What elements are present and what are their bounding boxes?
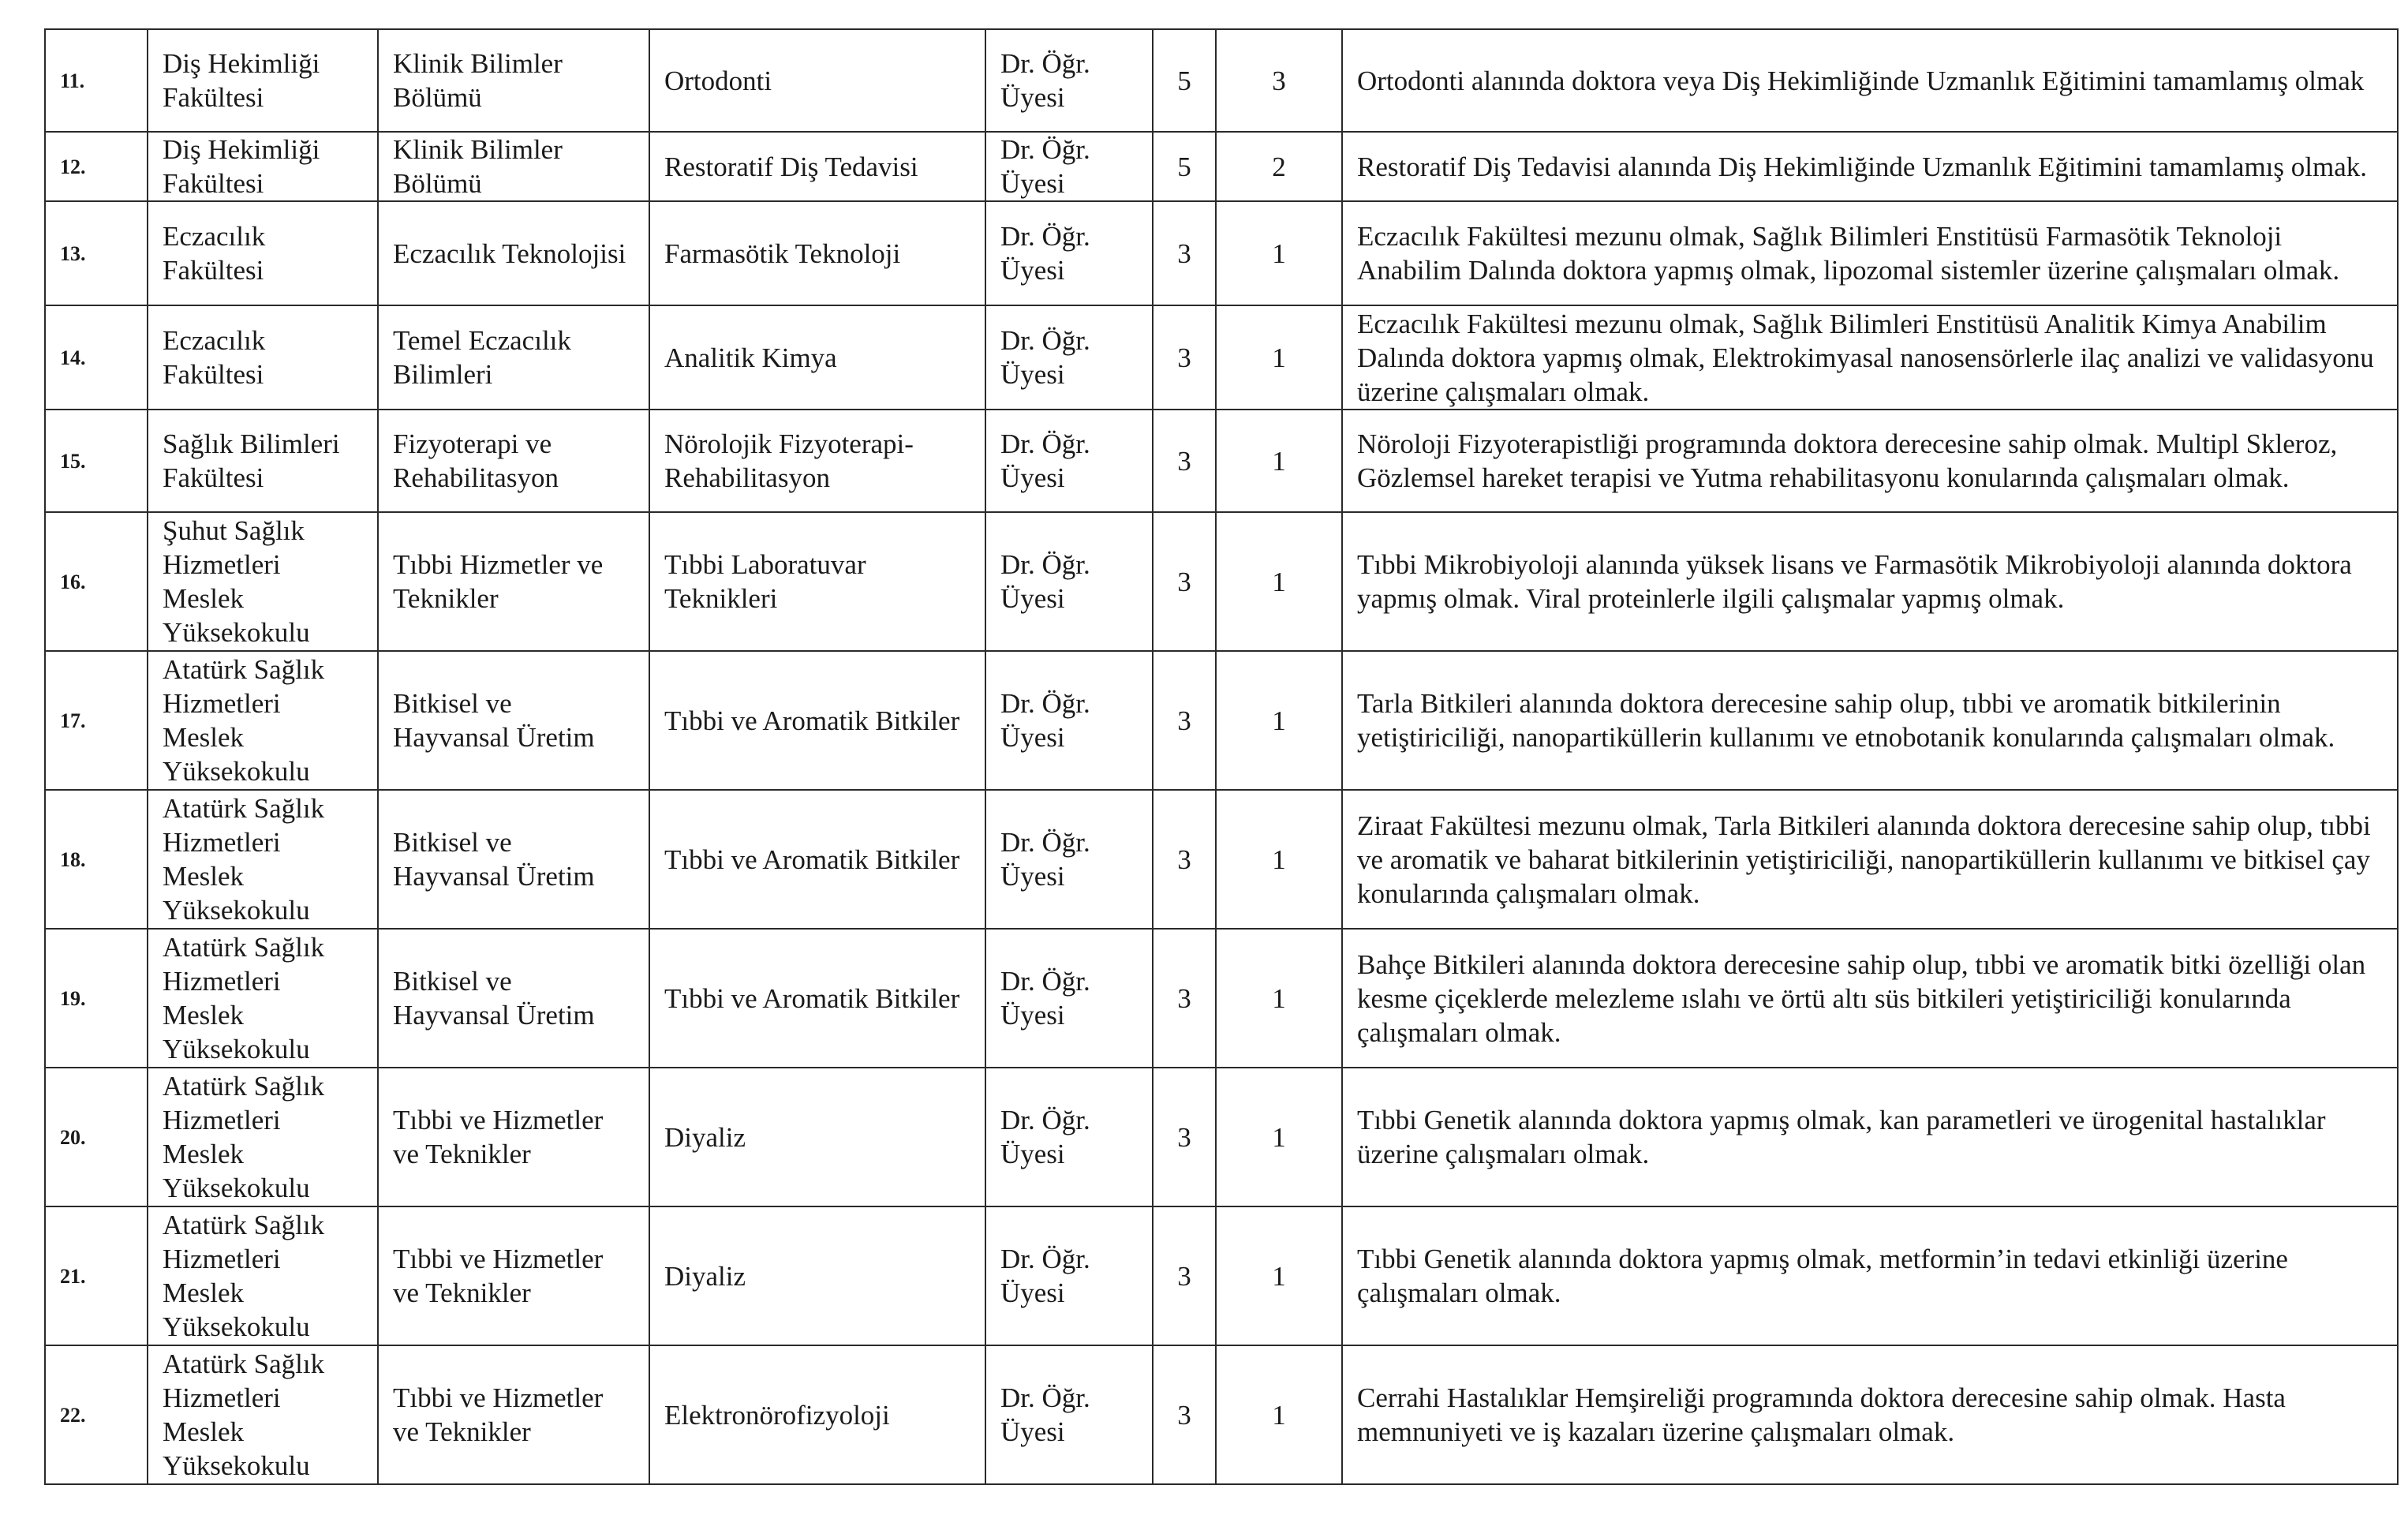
title-cell: Dr. Öğr. Üyesi: [985, 305, 1153, 410]
unit-cell: Atatürk Sağlık Hizmetleri Meslek Yüksekokulu: [148, 929, 378, 1068]
table-row: [45, 132, 2398, 201]
department-cell: Tıbbi ve Hizmetler ve Teknikler: [378, 1345, 649, 1484]
unit-cell: Diş Hekimliği Fakültesi: [148, 132, 378, 201]
requirements-cell: Ortodonti alanında doktora veya Diş Hekimliğinde Uzmanlık Eğitimini tamamlamış olmak: [1342, 29, 2398, 132]
row-number: 22.: [45, 1345, 148, 1484]
department-cell: Klinik Bilimler Bölümü: [378, 132, 649, 201]
division-cell: Farmasötik Teknoloji: [649, 201, 985, 305]
row-number: 18.: [45, 790, 148, 929]
division-cell: Tıbbi ve Aromatik Bitkiler: [649, 651, 985, 790]
row-number: 19.: [45, 929, 148, 1068]
unit-cell: Diş Hekimliği Fakültesi: [148, 29, 378, 132]
faculty-position-table: [44, 28, 2399, 1485]
title-cell: Dr. Öğr. Üyesi: [985, 201, 1153, 305]
division-cell: Analitik Kimya: [649, 305, 985, 410]
title-cell: Dr. Öğr. Üyesi: [985, 512, 1153, 651]
unit-cell: Atatürk Sağlık Hizmetleri Meslek Yüksekokulu: [148, 1206, 378, 1345]
position-count-cell: 1: [1216, 1206, 1342, 1345]
division-cell: Tıbbi Laboratuvar Teknikleri: [649, 512, 985, 651]
degree-cell: 3: [1153, 1345, 1216, 1484]
requirements-cell: Nöroloji Fizyoterapistliği programında doktora derecesine sahip olmak. Multipl Skleroz, Gözlemsel hareket terapisi ve Yutma rehabilitasyonu konularında çalışmaları olmak.: [1342, 410, 2398, 512]
position-count-cell: 1: [1216, 651, 1342, 790]
department-cell: Eczacılık Teknolojisi: [378, 201, 649, 305]
degree-cell: 3: [1153, 410, 1216, 512]
requirements-cell: Ziraat Fakültesi mezunu olmak, Tarla Bitkileri alanında doktora derecesine sahip olup, tıbbi ve aromatik ve baharat bitkilerinin yetiştiriciliği, nanopartiküllerin kullanımı ve bitkisel çay konularında çalışmaları olmak.: [1342, 790, 2398, 929]
division-cell: Tıbbi ve Aromatik Bitkiler: [649, 929, 985, 1068]
degree-cell: 5: [1153, 29, 1216, 132]
unit-cell: Şuhut Sağlık Hizmetleri Meslek Yüksekokulu: [148, 512, 378, 651]
unit-cell: Eczacılık Fakültesi: [148, 305, 378, 410]
division-cell: Ortodonti: [649, 29, 985, 132]
position-count-cell: 1: [1216, 790, 1342, 929]
degree-cell: 3: [1153, 201, 1216, 305]
unit-cell: Atatürk Sağlık Hizmetleri Meslek Yüksekokulu: [148, 790, 378, 929]
department-cell: Bitkisel ve Hayvansal Üretim: [378, 790, 649, 929]
table-row: [45, 1345, 2398, 1484]
position-count-cell: 1: [1216, 1068, 1342, 1206]
table-row: [45, 1068, 2398, 1206]
table-row: [45, 29, 2398, 132]
row-number: 11.: [45, 29, 148, 132]
department-cell: Fizyoterapi ve Rehabilitasyon: [378, 410, 649, 512]
title-cell: Dr. Öğr. Üyesi: [985, 1068, 1153, 1206]
table-row: [45, 929, 2398, 1068]
unit-cell: Atatürk Sağlık Hizmetleri Meslek Yüksekokulu: [148, 651, 378, 790]
department-cell: Tıbbi Hizmetler ve Teknikler: [378, 512, 649, 651]
title-cell: Dr. Öğr. Üyesi: [985, 1206, 1153, 1345]
degree-cell: 3: [1153, 1068, 1216, 1206]
table-row: [45, 201, 2398, 305]
degree-cell: 3: [1153, 1206, 1216, 1345]
row-number: 21.: [45, 1206, 148, 1345]
table-row: [45, 651, 2398, 790]
position-count-cell: 1: [1216, 929, 1342, 1068]
division-cell: Tıbbi ve Aromatik Bitkiler: [649, 790, 985, 929]
requirements-cell: Tıbbi Genetik alanında doktora yapmış olmak, metformin’in tedavi etkinliği üzerine çalışmaları olmak.: [1342, 1206, 2398, 1345]
degree-cell: 3: [1153, 790, 1216, 929]
unit-cell: Atatürk Sağlık Hizmetleri Meslek Yüksekokulu: [148, 1068, 378, 1206]
row-number: 16.: [45, 512, 148, 651]
requirements-cell: Tıbbi Mikrobiyoloji alanında yüksek lisans ve Farmasötik Mikrobiyoloji alanında doktora yapmış olmak. Viral proteinlerle ilgili çalışmalar yapmış olmak.: [1342, 512, 2398, 651]
row-number: 20.: [45, 1068, 148, 1206]
unit-cell: Atatürk Sağlık Hizmetleri Meslek Yüksekokulu: [148, 1345, 378, 1484]
position-count-cell: 3: [1216, 29, 1342, 132]
unit-cell: Sağlık Bilimleri Fakültesi: [148, 410, 378, 512]
position-count-cell: 1: [1216, 1345, 1342, 1484]
title-cell: Dr. Öğr. Üyesi: [985, 929, 1153, 1068]
requirements-cell: Cerrahi Hastalıklar Hemşireliği programında doktora derecesine sahip olmak. Hasta memnuniyeti ve iş kazaları üzerine çalışmaları olmak.: [1342, 1345, 2398, 1484]
requirements-cell: Eczacılık Fakültesi mezunu olmak, Sağlık Bilimleri Enstitüsü Analitik Kimya Anabilim Dalında doktora yapmış olmak, Elektrokimyasal nanosensörlerle ilaç analizi ve validasyonu üzerine çalışmaları olmak.: [1342, 305, 2398, 410]
position-count-cell: 2: [1216, 132, 1342, 201]
table-row: [45, 305, 2398, 410]
row-number: 14.: [45, 305, 148, 410]
table-row: [45, 1206, 2398, 1345]
row-number: 15.: [45, 410, 148, 512]
requirements-cell: Bahçe Bitkileri alanında doktora derecesine sahip olup, tıbbi ve aromatik bitki özelliği olan kesme çiçeklerde melezleme ıslahı ve örtü altı süs bitkileri yetiştiriciliği konularında çalışmaları olmak.: [1342, 929, 2398, 1068]
table-row: [45, 790, 2398, 929]
department-cell: Bitkisel ve Hayvansal Üretim: [378, 651, 649, 790]
department-cell: Klinik Bilimler Bölümü: [378, 29, 649, 132]
position-count-cell: 1: [1216, 201, 1342, 305]
requirements-cell: Tarla Bitkileri alanında doktora derecesine sahip olup, tıbbi ve aromatik bitkilerinin yetiştiriciliği, nanopartiküllerin kullanımı ve etnobotanik konularında çalışmaları olmak.: [1342, 651, 2398, 790]
title-cell: Dr. Öğr. Üyesi: [985, 29, 1153, 132]
title-cell: Dr. Öğr. Üyesi: [985, 410, 1153, 512]
table-row: [45, 512, 2398, 651]
degree-cell: 5: [1153, 132, 1216, 201]
degree-cell: 3: [1153, 305, 1216, 410]
department-cell: Bitkisel ve Hayvansal Üretim: [378, 929, 649, 1068]
position-count-cell: 1: [1216, 410, 1342, 512]
position-count-cell: 1: [1216, 305, 1342, 410]
department-cell: Tıbbi ve Hizmetler ve Teknikler: [378, 1206, 649, 1345]
row-number: 17.: [45, 651, 148, 790]
title-cell: Dr. Öğr. Üyesi: [985, 1345, 1153, 1484]
row-number: 13.: [45, 201, 148, 305]
title-cell: Dr. Öğr. Üyesi: [985, 651, 1153, 790]
title-cell: Dr. Öğr. Üyesi: [985, 790, 1153, 929]
division-cell: Nörolojik Fizyoterapi-Rehabilitasyon: [649, 410, 985, 512]
unit-cell: Eczacılık Fakültesi: [148, 201, 378, 305]
degree-cell: 3: [1153, 651, 1216, 790]
title-cell: Dr. Öğr. Üyesi: [985, 132, 1153, 201]
position-count-cell: 1: [1216, 512, 1342, 651]
division-cell: Restoratif Diş Tedavisi: [649, 132, 985, 201]
degree-cell: 3: [1153, 929, 1216, 1068]
row-number: 12.: [45, 132, 148, 201]
division-cell: Elektronörofizyoloji: [649, 1345, 985, 1484]
degree-cell: 3: [1153, 512, 1216, 651]
department-cell: Temel Eczacılık Bilimleri: [378, 305, 649, 410]
division-cell: Diyaliz: [649, 1206, 985, 1345]
requirements-cell: Restoratif Diş Tedavisi alanında Diş Hekimliğinde Uzmanlık Eğitimini tamamlamış olmak.: [1342, 132, 2398, 201]
requirements-cell: Eczacılık Fakültesi mezunu olmak, Sağlık Bilimleri Enstitüsü Farmasötik Teknoloji Anabilim Dalında doktora yapmış olmak, lipozomal sistemler üzerine çalışmaları olmak.: [1342, 201, 2398, 305]
division-cell: Diyaliz: [649, 1068, 985, 1206]
requirements-cell: Tıbbi Genetik alanında doktora yapmış olmak, kan parametleri ve ürogenital hastalıklar üzerine çalışmaları olmak.: [1342, 1068, 2398, 1206]
department-cell: Tıbbi ve Hizmetler ve Teknikler: [378, 1068, 649, 1206]
table-row: [45, 410, 2398, 512]
